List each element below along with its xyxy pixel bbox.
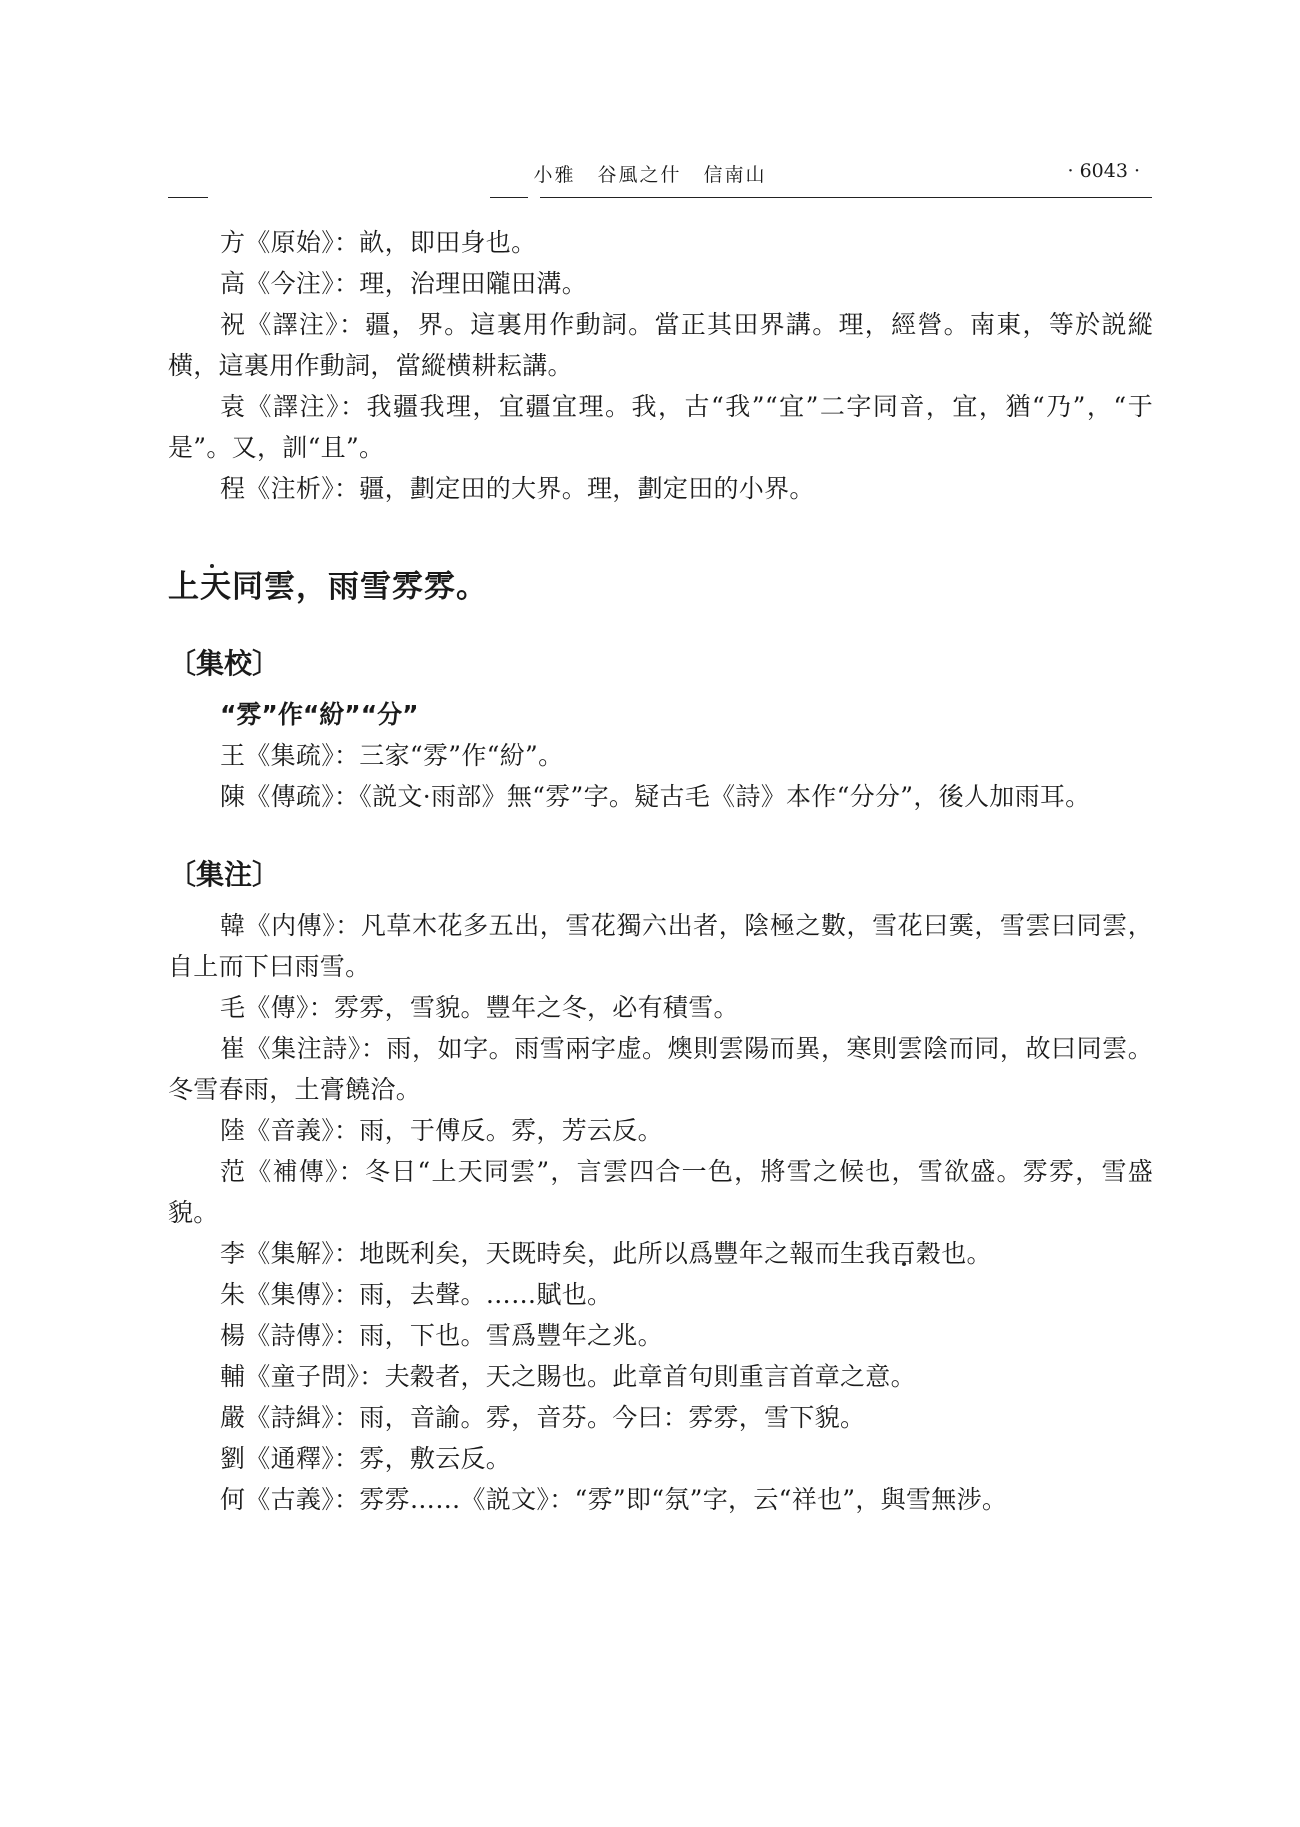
commentary-paragraph: 嚴《詩緝》：雨，音諭。雰，音芬。今曰：雰雰，雪下貌。 [220, 1403, 866, 1432]
header-part-3: 信南山 [703, 164, 767, 186]
commentary-paragraph: 范《補傳》：冬日“上天同雲”，言雲四合一色，將雪之候也，雪欲盛。雰雰，雪盛貌。 [168, 1157, 1153, 1227]
page-number: · 6043 · [1067, 160, 1140, 182]
collation-paragraph: 陳《傳疏》：《説文·雨部》無“雰”字。疑古毛《詩》本作“分分”，後人加雨耳。 [220, 782, 1091, 811]
verse-heading: 上天同雲，雨雪雰雰。 [168, 569, 488, 605]
commentary-paragraph: 崔《集注詩》：雨，如字。雨雪兩字虚。燠則雲陽而異，寒則雲陰而同，故曰同雲。冬雪春雨，土膏饒洽。 [168, 1034, 1153, 1104]
note-paragraph: 袁《譯注》：我疆我理，宜疆宜理。我，古“我”“宜”二字同音，宜，猶“乃”，“于是”。又，訓“且”。 [168, 392, 1153, 462]
commentary-paragraph: 輔《童子問》：夫穀者，天之賜也。此章首句則重言首章之意。 [220, 1362, 916, 1391]
commentary-paragraph: 毛《傳》：雰雰，雪貌。豐年之冬，必有積雪。 [220, 993, 739, 1022]
page-content [168, 222, 1153, 1520]
note-paragraph: 高《今注》：理，治理田隴田溝。 [220, 269, 588, 298]
section-heading-jiaoxiao: 〔集校〕 [168, 647, 281, 680]
commentary-paragraph: 韓《内傳》：凡草木花多五出，雪花獨六出者，陰極之數，雪花曰霙，雪雲曰同雲，自上而下曰雨雪。 [168, 911, 1153, 981]
variant-heading: “雰”作“紛”“分” [220, 700, 419, 729]
section-heading-jizhu: 〔集注〕 [168, 858, 281, 891]
header-rule-left [168, 197, 208, 198]
header-part-2: 谷風之什 [597, 164, 682, 186]
commentary-paragraph: 劉《通釋》：雰，敷云反。 [220, 1444, 512, 1473]
note-paragraph: 程《注析》：疆，劃定田的大界。理，劃定田的小界。 [220, 474, 815, 503]
commentary-paragraph: 何《古義》：雰雰……《説文》：“雰”即“氛”字，云“祥也”，與雪無涉。 [220, 1485, 1008, 1514]
note-paragraph: 方《原始》：畝，即田身也。 [220, 228, 537, 257]
commentary-paragraph: 李《集解》：地既利矣，天既時矣，此所以爲豐年之報而生我百穀也。 [220, 1239, 992, 1268]
commentary-paragraph: 楊《詩傳》：雨，下也。雪爲豐年之兆。 [220, 1321, 663, 1350]
header-part-1: 小雅 [533, 164, 576, 186]
commentary-paragraph: 朱《集傳》：雨，去聲。……賦也。 [220, 1280, 613, 1309]
header-rule-mid [490, 197, 528, 198]
commentary-paragraph: 陸《音義》：雨，于傅反。雰，芳云反。 [220, 1116, 663, 1145]
note-paragraph: 祝《譯注》：疆，界。這裏用作動詞。當正其田界講。理，經營。南東，等於説縱横，這裏用作動詞，當縱横耕耘講。 [168, 310, 1153, 380]
header-rule-right [540, 197, 1152, 198]
collation-paragraph: 王《集疏》：三家“雰”作“紛”。 [220, 741, 564, 770]
